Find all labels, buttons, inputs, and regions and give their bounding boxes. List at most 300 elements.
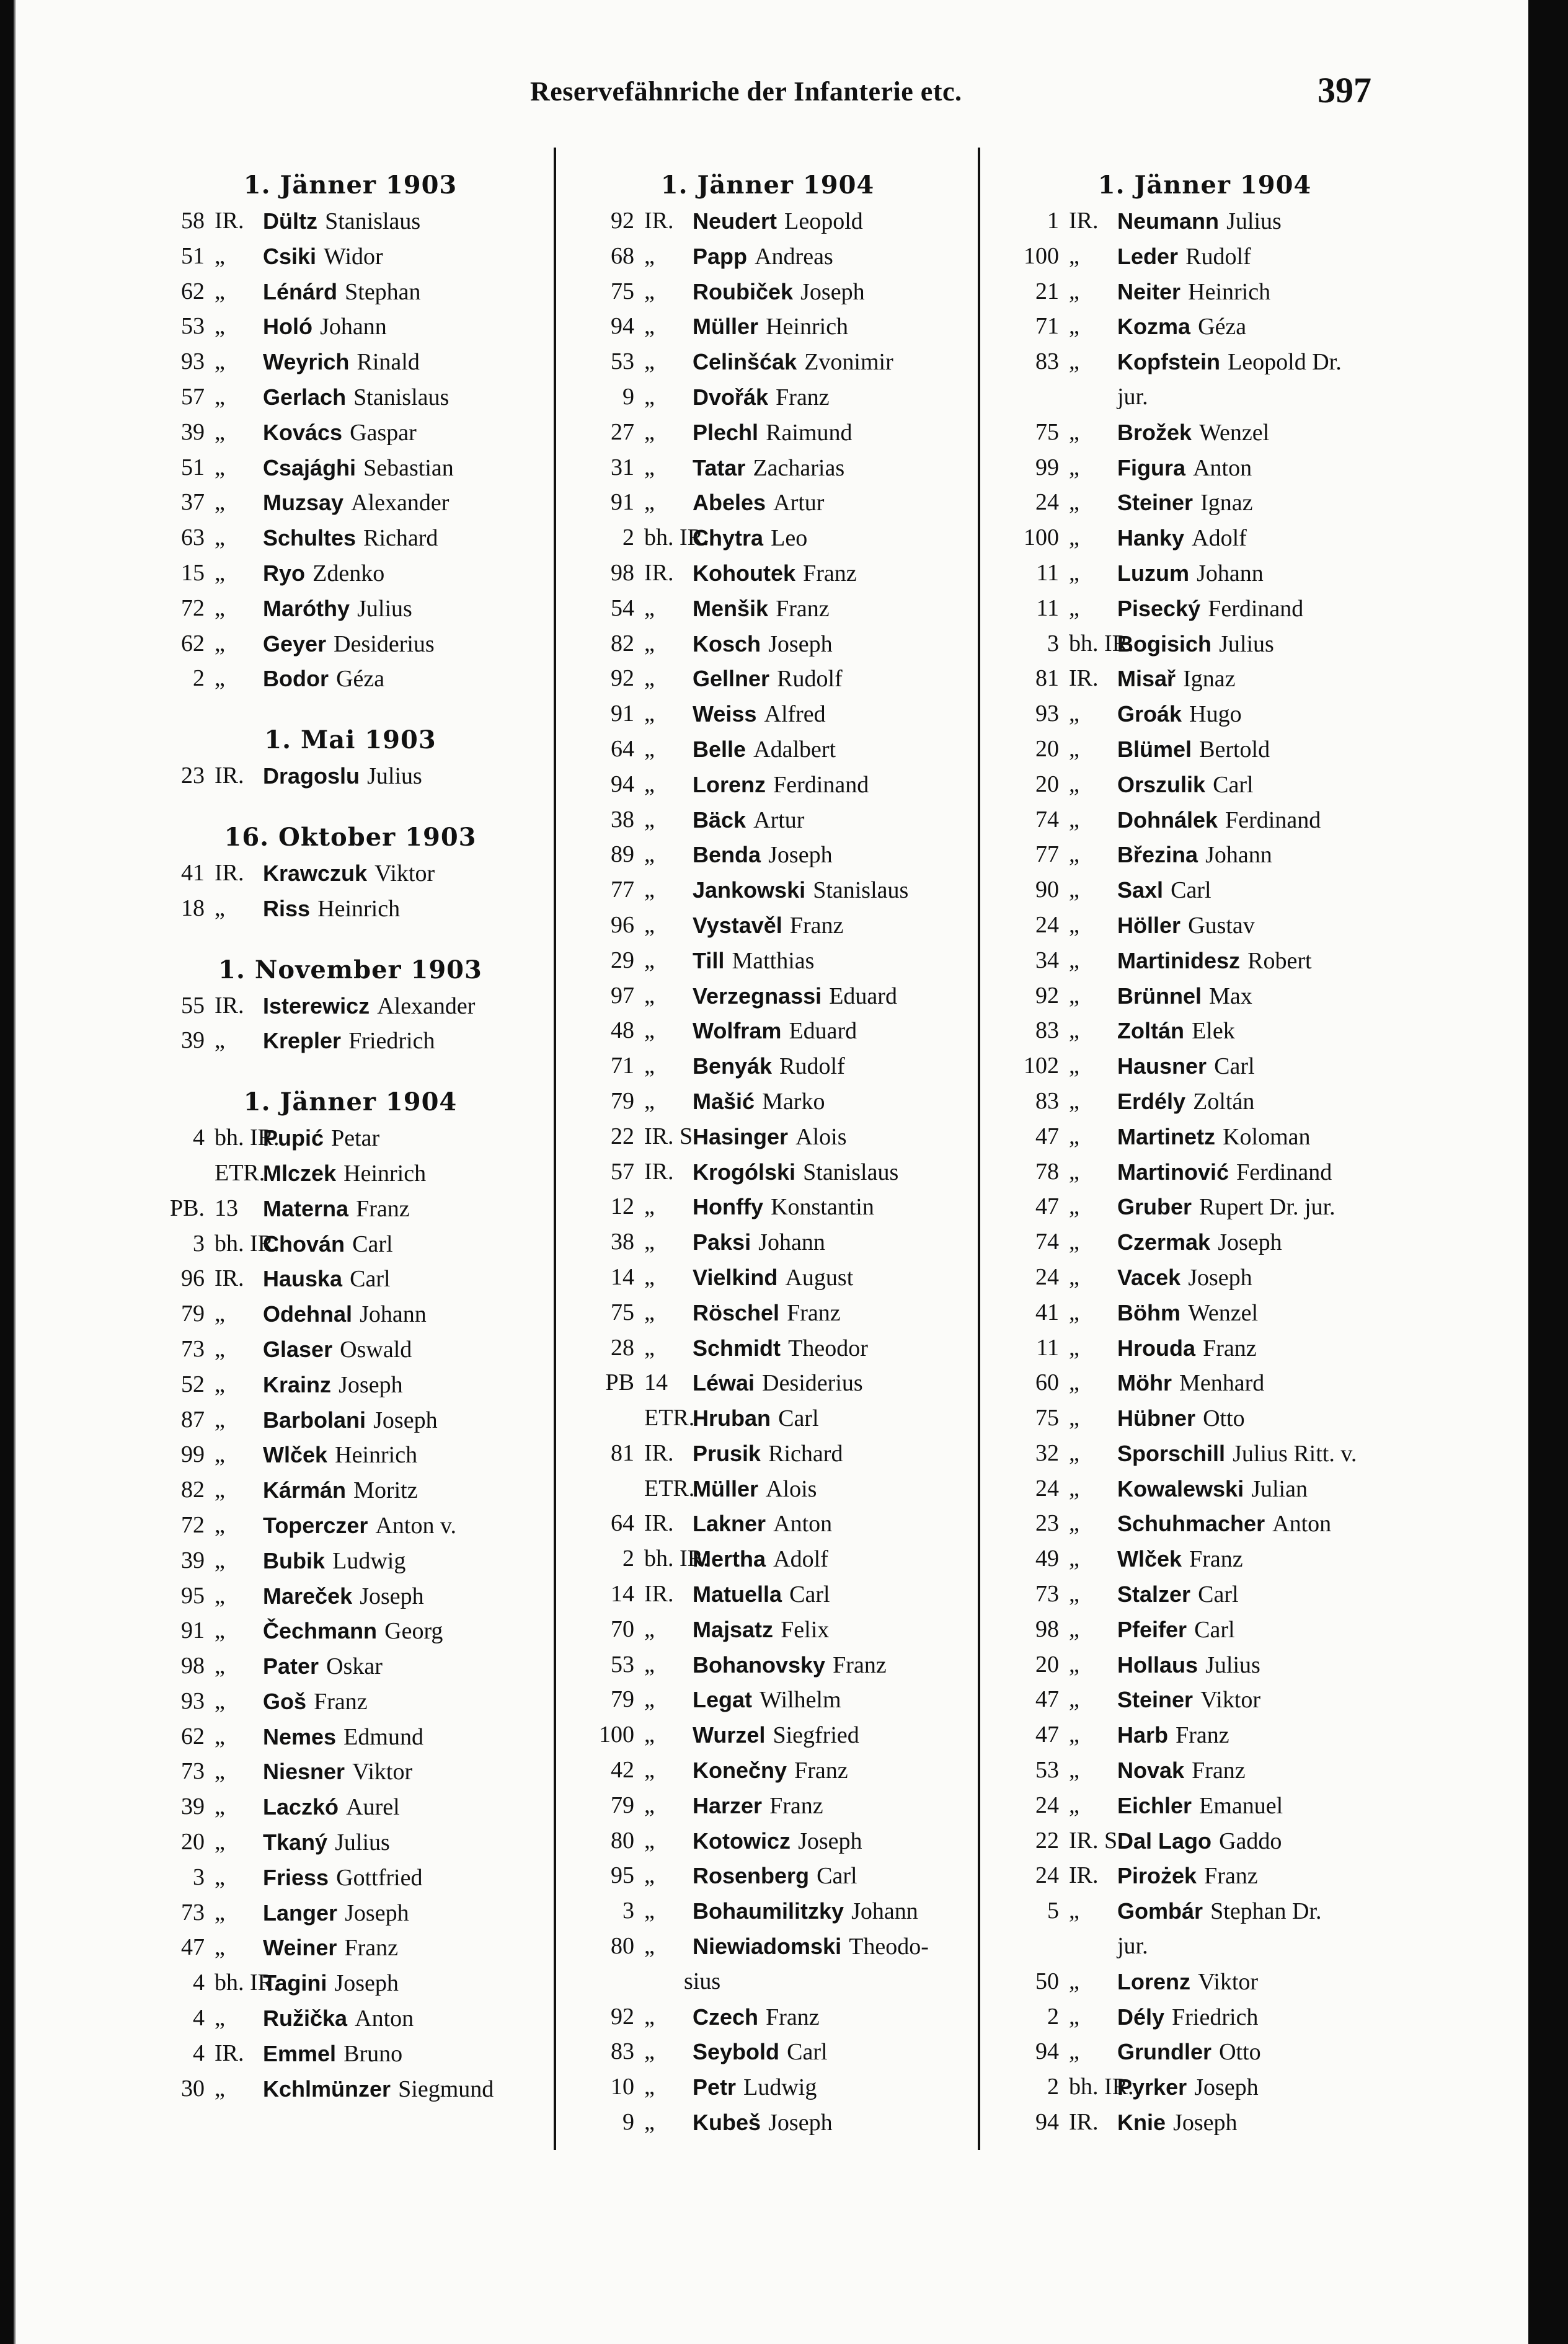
page (16, 0, 1528, 2344)
given-name: Carl (1171, 877, 1211, 904)
given-name: Viktor (374, 860, 435, 887)
list-item (997, 732, 1394, 767)
list-item-continuation (997, 1929, 1394, 1964)
person-name (1112, 203, 1282, 239)
regiment-number: 80 (611, 1827, 634, 1854)
person-name (1112, 450, 1252, 485)
regiment-type: „ (644, 1616, 655, 1642)
section-spacer (143, 926, 539, 952)
regiment-number: 62 (181, 1723, 205, 1749)
regiment-type: „ (1069, 1792, 1079, 1818)
list-item (143, 1261, 539, 1296)
given-name: Ferdinand (1208, 595, 1304, 622)
person-name (258, 1261, 391, 1296)
surname: Niewiadomski (693, 1934, 842, 1960)
list-item (572, 1260, 963, 1295)
list-item (143, 203, 539, 239)
list-item (997, 2034, 1394, 2069)
regiment-type: „ (644, 1862, 655, 1889)
regiment-number: 98 (1035, 1616, 1059, 1642)
list-item (143, 1402, 539, 1438)
surname: Tagini (263, 1970, 327, 1996)
regiment-number: 11 (1036, 1334, 1059, 1361)
list-item (572, 696, 963, 732)
regiment-number: 37 (181, 489, 205, 516)
regiment-type: „ (644, 489, 655, 516)
regiment-type: „ (215, 1829, 225, 1855)
regiment-number: 62 (181, 630, 205, 657)
list-item (997, 1119, 1394, 1154)
person-name (258, 1719, 423, 1754)
list-item (143, 1332, 539, 1367)
list-item (143, 450, 539, 485)
surname: Hollaus (1117, 1652, 1198, 1678)
list-item (572, 203, 963, 239)
regiment-number: 18 (181, 895, 205, 921)
person-name (258, 1613, 443, 1648)
list-item (572, 837, 963, 872)
regiment-type: „ (1069, 1017, 1079, 1044)
scan-edge-left (0, 0, 14, 2344)
list-item (997, 943, 1394, 978)
regiment-type: IR. (1069, 2109, 1099, 2136)
regiment-number: 102 (1024, 1053, 1059, 1079)
regiment-number: 23 (181, 763, 205, 789)
person-name (688, 1224, 825, 1260)
list-item (997, 520, 1394, 555)
scan-edge-right (1528, 0, 1568, 2344)
surname: Hrouda (1117, 1335, 1195, 1361)
person-name (688, 1330, 868, 1366)
person-name (258, 1472, 418, 1508)
person-name (1112, 485, 1253, 520)
given-name: Heinrich (335, 1442, 418, 1469)
regiment-number: 24 (1035, 1862, 1059, 1889)
regiment-type: IR. (215, 859, 244, 886)
regiment-type: bh. IR. (1069, 2074, 1134, 2100)
regiment-type: „ (215, 489, 225, 516)
given-name: Franz (769, 1792, 823, 1819)
surname: Steiner (1117, 490, 1194, 516)
list-item (143, 1191, 539, 1226)
surname: Röschel (693, 1299, 780, 1325)
list-item (997, 978, 1394, 1014)
regiment-type: „ (644, 630, 655, 657)
list-item (572, 1119, 963, 1154)
given-name: Zdenko (312, 560, 385, 586)
surname: Leder (1117, 243, 1179, 269)
list-item (143, 344, 539, 379)
given-name: Franz (1192, 1758, 1246, 1784)
regiment-type: „ (215, 1653, 225, 1679)
given-name: Anton (773, 1511, 833, 1537)
person-name (688, 872, 908, 908)
given-name: Carl (817, 1863, 857, 1890)
given-name: Franz (803, 560, 857, 586)
list-item (143, 1578, 539, 1614)
given-name: Siegmund (398, 2076, 494, 2102)
person-name (688, 1929, 929, 1964)
given-name: Joseph (798, 1828, 862, 1854)
surname: Odehnal (263, 1301, 353, 1327)
surname: Pupić (263, 1125, 324, 1151)
person-name (1112, 1295, 1258, 1330)
list-item (143, 2036, 539, 2071)
regiment-type: „ (215, 1406, 225, 1433)
section-heading: 1. Jänner 1904 (243, 1087, 458, 1117)
surname: Petr (693, 2074, 737, 2100)
list-item (143, 555, 539, 591)
person-name (258, 1754, 412, 1789)
list-item (572, 1471, 963, 1506)
given-name: Ferdinand (773, 771, 869, 798)
surname: Novak (1117, 1758, 1185, 1784)
person-name (258, 1648, 383, 1684)
regiment-type: „ (1069, 806, 1079, 833)
regiment-type: IR. (215, 992, 244, 1019)
surname: Gombár (1117, 1898, 1203, 1924)
regiment-number: PB. (170, 1195, 205, 1221)
list-item (143, 1684, 539, 1719)
section-heading: 1. Jänner 1904 (660, 170, 875, 200)
regiment-type: „ (215, 1758, 225, 1785)
surname: Bohanovsky (693, 1652, 826, 1678)
list-item (143, 1754, 539, 1789)
person-name (1112, 2069, 1259, 2105)
list-item (997, 872, 1394, 908)
surname: Brünnel (1117, 983, 1202, 1009)
given-name: Desiderius (334, 630, 435, 657)
regiment-type: „ (215, 1582, 225, 1609)
given-name: Artur (773, 490, 825, 516)
list-item (572, 1541, 963, 1577)
regiment-type: „ (215, 665, 225, 692)
surname: Weiss (693, 701, 757, 727)
list-item (997, 1260, 1394, 1295)
regiment-number: 39 (181, 1027, 205, 1054)
person-name (1112, 626, 1274, 661)
list-item (143, 520, 539, 555)
given-name: Franz (1204, 1863, 1258, 1890)
surname: Csajághi (263, 454, 357, 480)
section-spacer (143, 794, 539, 820)
given-name: Rudolf (777, 666, 843, 692)
regiment-type: IR. (1069, 1862, 1099, 1889)
regiment-number: 79 (181, 1301, 205, 1327)
list-item (997, 802, 1394, 838)
regiment-type: „ (215, 1864, 225, 1890)
person-name (258, 555, 384, 591)
surname: Tatar (693, 454, 746, 480)
surname: Groák (1117, 701, 1182, 727)
person-name (258, 1402, 438, 1438)
regiment-number: 99 (181, 1441, 205, 1468)
list-item (143, 2071, 539, 2107)
person-name (688, 2105, 833, 2140)
person-name (688, 696, 826, 732)
person-name (688, 239, 833, 274)
surname: Krepler (263, 1028, 342, 1054)
given-name: Theodo- (849, 1934, 929, 1960)
given-name: Stanislaus (325, 208, 421, 234)
list-item (572, 1365, 963, 1400)
regiment-number: 39 (181, 1793, 205, 1820)
given-name: Artur (753, 807, 805, 833)
surname: Hruban (693, 1405, 771, 1431)
regiment-type: „ (1069, 1581, 1079, 1608)
regiment-type: „ (215, 242, 225, 269)
regiment-type: „ (644, 1334, 655, 1361)
given-name: Heinrich (317, 895, 401, 922)
regiment-number: 73 (181, 1758, 205, 1785)
given-name: Otto (1219, 2039, 1261, 2066)
given-name-continuation: jur. (1117, 1933, 1148, 1960)
regiment-number: 100 (1024, 242, 1059, 269)
list-item (572, 450, 963, 485)
list-item (143, 988, 539, 1024)
given-name: Julius Ritt. v. (1233, 1440, 1357, 1467)
regiment-type: „ (1069, 1510, 1079, 1537)
person-name (1112, 767, 1254, 802)
person-name (258, 1824, 390, 1860)
regiment-number: 24 (1035, 489, 1059, 516)
regiment-type: „ (215, 313, 225, 340)
surname: Weyrich (263, 349, 350, 375)
given-name: Joseph (339, 1371, 403, 1398)
list-item (997, 1999, 1394, 2035)
regiment-number: 11 (1036, 595, 1059, 621)
person-name (688, 1295, 841, 1330)
person-name (1112, 1013, 1235, 1048)
list-item (997, 1682, 1394, 1717)
list-item (997, 1788, 1394, 1823)
list-item (572, 908, 963, 943)
person-name (688, 1577, 830, 1612)
person-name (688, 1365, 863, 1400)
regiment-number: 83 (611, 2038, 634, 2065)
surname: Figura (1117, 454, 1186, 480)
list-item (997, 1541, 1394, 1577)
list-item (572, 1858, 963, 1893)
column-divider (554, 148, 556, 2150)
regiment-type: „ (644, 1792, 655, 1818)
list-item (997, 2105, 1394, 2140)
surname: Pyrker (1117, 2074, 1187, 2100)
list-item (572, 1048, 963, 1084)
list-item (143, 1120, 539, 1156)
regiment-type: „ (215, 1793, 225, 1820)
regiment-type: IR. (644, 559, 674, 586)
column-divider (978, 148, 980, 2150)
list-item (143, 1543, 539, 1578)
person-name (258, 661, 384, 696)
column-right (997, 167, 1394, 2140)
surname: Bodor (263, 666, 329, 692)
list-item (997, 1154, 1394, 1190)
surname: Martinetz (1117, 1123, 1216, 1149)
surname: Nemes (263, 1723, 337, 1749)
given-name: Petar (331, 1125, 380, 1152)
person-name (688, 450, 844, 485)
given-name: Adolf (773, 1546, 828, 1573)
given-name: Carl (1214, 1053, 1255, 1080)
regiment-number: 74 (1035, 806, 1059, 833)
list-item (997, 1823, 1394, 1859)
surname: Müller (693, 1475, 759, 1501)
list-item (572, 1577, 963, 1612)
person-name (688, 1436, 843, 1471)
regiment-number: 83 (1035, 348, 1059, 375)
given-name: Franz (794, 1758, 848, 1784)
list-item (572, 872, 963, 908)
regiment-number: 12 (611, 1193, 634, 1220)
regiment-number: 53 (611, 1651, 634, 1678)
surname: Brožek (1117, 419, 1192, 445)
given-name: Bertold (1199, 736, 1270, 763)
surname: Krawczuk (263, 860, 368, 886)
given-name: Zacharias (753, 454, 845, 481)
given-name: Ludwig (332, 1547, 406, 1574)
surname: Dohnálek (1117, 807, 1218, 833)
surname: Misař (1117, 666, 1176, 692)
regiment-type: „ (1069, 1722, 1079, 1748)
list-item (997, 274, 1394, 309)
surname: Belle (693, 736, 746, 762)
regiment-number: 28 (611, 1334, 634, 1361)
person-name (258, 2036, 402, 2071)
regiment-number: 98 (611, 559, 634, 586)
given-name: Joseph (360, 1583, 424, 1609)
person-name (688, 943, 814, 978)
person-name (1112, 802, 1321, 838)
person-name (688, 1506, 832, 1541)
person-name (1112, 1436, 1357, 1471)
person-name (688, 1260, 853, 1295)
regiment-number: 4 (193, 1970, 205, 1996)
given-name: Leo (771, 525, 808, 552)
person-name (1112, 591, 1303, 626)
given-name: Wenzel (1199, 419, 1270, 446)
regiment-number: 53 (611, 348, 634, 375)
given-name: Franz (1189, 1546, 1243, 1573)
regiment-type: „ (1069, 1123, 1079, 1149)
given-name: Adalbert (753, 736, 836, 763)
surname: Rosenberg (693, 1863, 810, 1889)
list-item-continuation (997, 379, 1394, 415)
person-name (688, 1154, 898, 1190)
regiment-type: „ (644, 911, 655, 938)
regiment-number: 82 (181, 1477, 205, 1503)
list-item (143, 626, 539, 661)
list-item (572, 802, 963, 838)
list-item (143, 1437, 539, 1472)
given-name: Theodor (788, 1335, 868, 1361)
regiment-number: 2 (1047, 2074, 1059, 2100)
person-name (1112, 2034, 1261, 2069)
given-name: Alois (795, 1123, 847, 1150)
surname: Honffy (693, 1194, 763, 1220)
regiment-type: „ (215, 1335, 225, 1362)
regiment-type: „ (1069, 489, 1079, 516)
person-name (258, 1930, 398, 1965)
given-name: Marko (762, 1088, 825, 1115)
regiment-number: 72 (181, 1511, 205, 1538)
regiment-number: 31 (611, 454, 634, 480)
surname: Dragoslu (263, 763, 360, 789)
regiment-number: 38 (611, 806, 634, 833)
list-item (572, 1084, 963, 1119)
surname: Bogisich (1117, 630, 1212, 657)
regiment-type: „ (644, 348, 655, 375)
regiment-number: 94 (611, 771, 634, 797)
given-name: Emanuel (1199, 1792, 1283, 1819)
surname: Orszulik (1117, 771, 1206, 797)
regiment-number: 2 (1047, 2003, 1059, 2030)
surname: Kohoutek (693, 560, 795, 586)
regiment-number: 47 (1035, 1686, 1059, 1713)
regiment-number: 42 (611, 1757, 634, 1784)
person-name (688, 1717, 859, 1753)
regiment-number: 91 (611, 701, 634, 727)
regiment-number: 34 (1035, 947, 1059, 973)
regiment-number: 10 (611, 2074, 634, 2100)
surname: Kotowicz (693, 1828, 791, 1854)
regiment-number: 75 (611, 278, 634, 304)
regiment-type: „ (215, 1687, 225, 1714)
regiment-number: 94 (611, 313, 634, 340)
regiment-number: 77 (611, 877, 634, 903)
person-name (1112, 1612, 1235, 1647)
regiment-number: 4 (193, 2040, 205, 2066)
regiment-number: 60 (1035, 1369, 1059, 1396)
list-item (143, 239, 539, 274)
surname: Tkaný (263, 1829, 328, 1855)
list-item (997, 555, 1394, 591)
person-name (688, 485, 824, 520)
surname: Stalzer (1117, 1581, 1191, 1608)
list-item (997, 1717, 1394, 1753)
section-spacer (143, 696, 539, 722)
regiment-number: 96 (611, 911, 634, 938)
regiment-number: 20 (181, 1829, 205, 1855)
list-item (997, 1964, 1394, 1999)
person-name (258, 591, 412, 626)
given-name: August (785, 1264, 854, 1291)
surname: Isterewicz (263, 993, 370, 1019)
surname: Harb (1117, 1722, 1169, 1748)
list-item (572, 1013, 963, 1048)
surname: Paksi (693, 1229, 751, 1255)
regiment-type: IR. (215, 763, 244, 789)
surname: Eichler (1117, 1792, 1192, 1818)
surname: Lorenz (1117, 1968, 1191, 1994)
list-item (997, 1471, 1394, 1506)
regiment-type: IR. (215, 1265, 244, 1292)
given-name: Anton (1193, 454, 1252, 481)
regiment-number: 97 (611, 982, 634, 1009)
list-item (997, 485, 1394, 520)
given-name: Friedrich (1172, 2004, 1259, 2030)
surname: Kopfstein (1117, 349, 1220, 375)
person-name (258, 988, 475, 1024)
surname: Csiki (263, 243, 317, 269)
given-name: Alfred (764, 701, 826, 728)
given-name: Gaddo (1219, 1828, 1282, 1854)
person-name (688, 591, 830, 626)
given-name: Johann (360, 1301, 427, 1328)
list-item (572, 732, 963, 767)
regiment-type: bh. IR. (215, 1125, 280, 1151)
